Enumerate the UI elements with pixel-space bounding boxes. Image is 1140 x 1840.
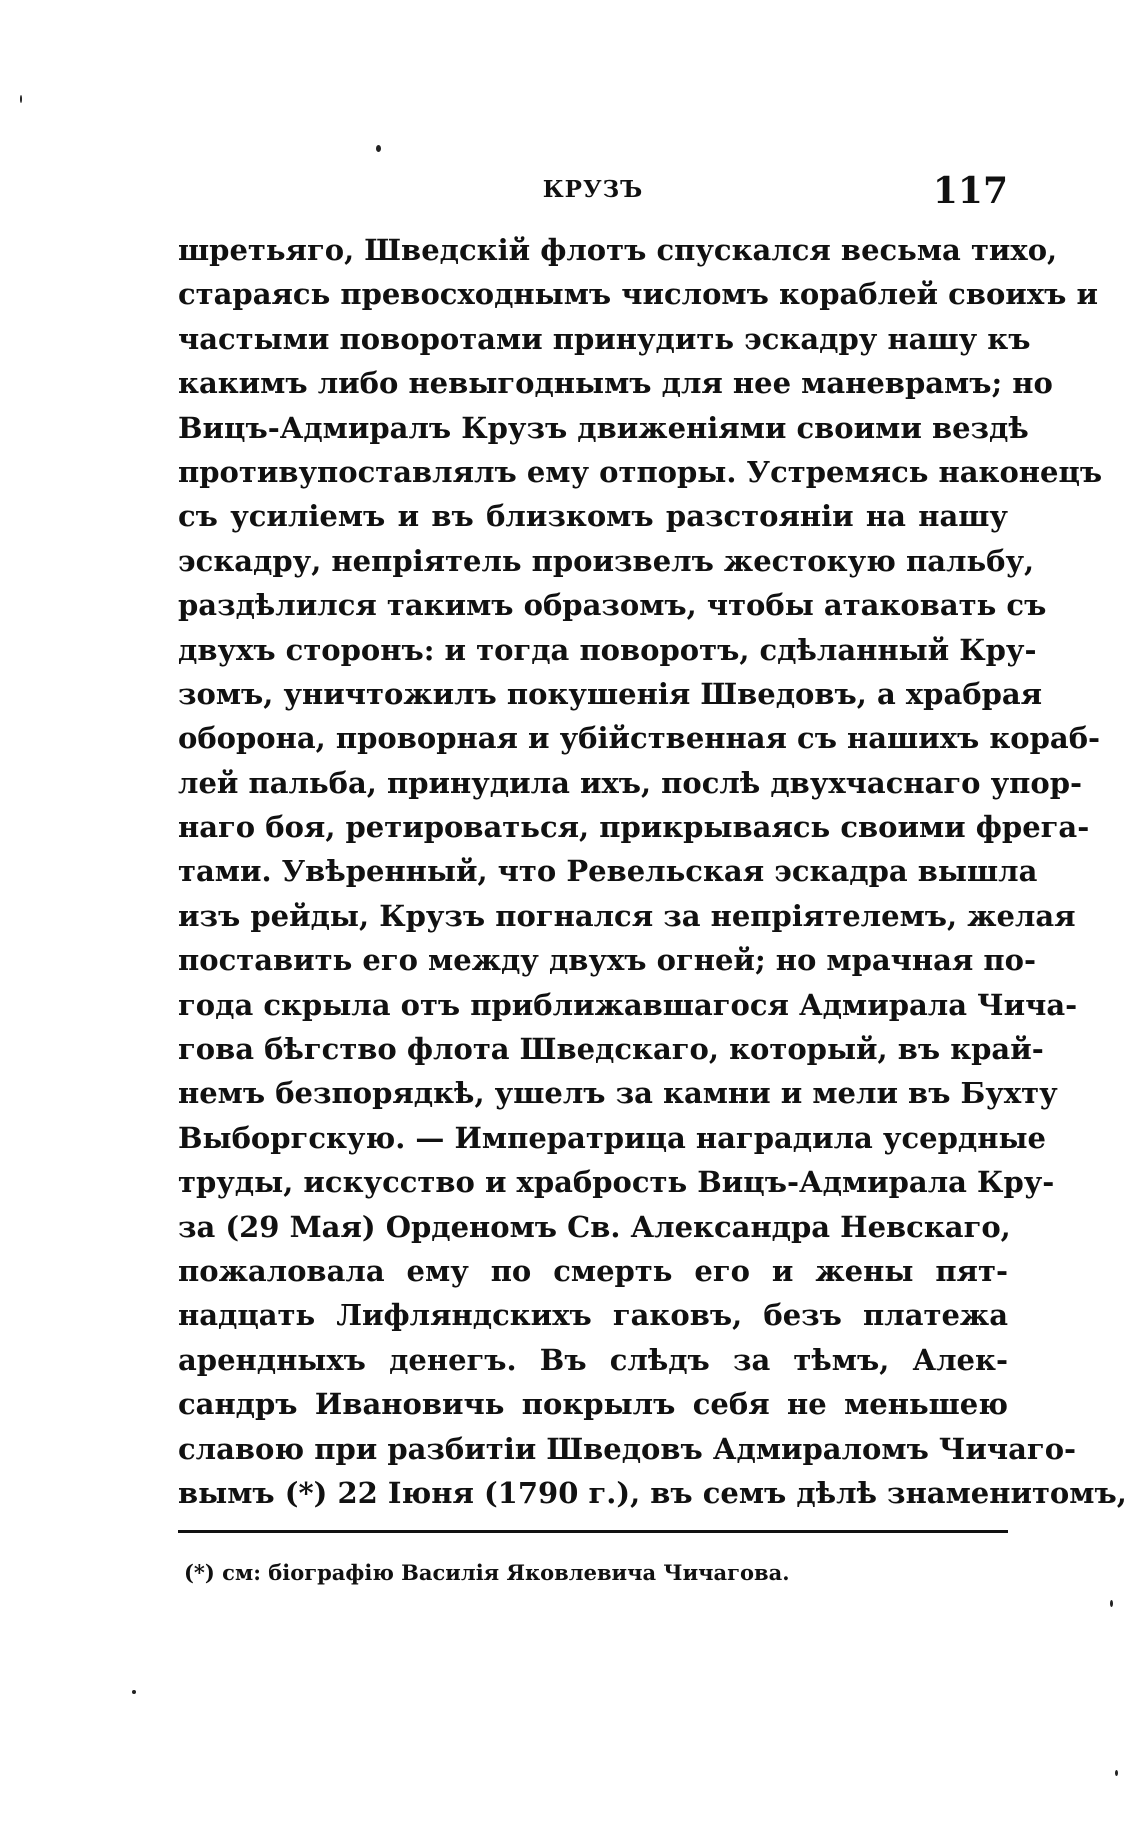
- text-line: оборона, проворная и убійственная съ нашихъ кораб-: [178, 721, 1101, 756]
- text-line: года скрыла отъ приближавшагося Адмирала Чича-: [178, 987, 1078, 1022]
- page-number: 117: [932, 170, 1008, 212]
- print-speck: [1110, 1600, 1113, 1607]
- text-line: раздѣлился такимъ образомъ, чтобы атаковать съ: [178, 588, 1047, 623]
- text-line: съ усиліемъ и въ близкомъ разстояніи на нашу: [178, 499, 1008, 534]
- text-line: наго боя, ретироваться, прикрываясь своими фрега-: [178, 810, 1090, 845]
- text-line: эскадру, непріятель произвелъ жестокую пальбу,: [178, 543, 1035, 578]
- body-text: [178, 228, 1127, 1515]
- footnote: (*) см: біографію Василія Яковлевича Чичагова.: [184, 1560, 790, 1585]
- text-line: лей пальба, принудила ихъ, послѣ двухчаснаго упор-: [178, 765, 1083, 800]
- page-header: [178, 170, 1008, 218]
- text-line: зомъ, уничтожилъ покушенія Шведовъ, а храбрая: [178, 676, 1043, 711]
- text-line: немъ безпорядкѣ, ушелъ за камни и мели въ Бухту: [178, 1076, 1058, 1111]
- text-line: противупоставлялъ ему отпоры. Устремясь наконецъ: [178, 454, 1103, 489]
- print-speck: [1115, 1770, 1118, 1776]
- text-line: какимъ либо невыгоднымъ для нее маневрамъ; но: [178, 366, 1053, 401]
- text-line: Вицъ-Адмиралъ Крузъ движеніями своими вездѣ: [178, 410, 1029, 445]
- text-line: изъ рейды, Крузъ погнался за непріятелемъ, желая: [178, 898, 1076, 933]
- text-line: тами. Увѣренный, что Ревельская эскадра вышла: [178, 854, 1038, 889]
- footnote-rule: [178, 1530, 1008, 1533]
- text-line: шретьяго, Шведскій флотъ спускался весьма тихо,: [178, 233, 1058, 267]
- text-line: труды, искусство и храбрость Вицъ-Адмирала Кру-: [178, 1165, 1055, 1200]
- text-line: поставить его между двухъ огней; но мрачная по-: [178, 943, 1037, 978]
- text-line: надцать Лифляндскихъ гаковъ, безъ платежа: [178, 1298, 1008, 1333]
- print-speck: [20, 95, 22, 103]
- print-speck: [132, 1690, 136, 1694]
- text-line: гова бѣгство флота Шведскаго, который, въ край-: [178, 1032, 1044, 1067]
- text-line: арендныхъ денегъ. Въ слѣдъ за тѣмъ, Алек-: [178, 1342, 1008, 1377]
- text-line: славою при разбитіи Шведовъ Адмираломъ Чичаго-: [178, 1431, 1077, 1466]
- text-line: пожаловала ему по смерть его и жены пят-: [178, 1253, 1008, 1288]
- text-line: за (29 Мая) Орденомъ Св. Александра Невскаго,: [178, 1209, 1011, 1244]
- text-line: вымъ (*) 22 Іюня (1790 г.), въ семъ дѣлѣ знаменитомъ,: [178, 1475, 1127, 1510]
- text-line: двухъ сторонъ: и тогда поворотъ, сдѣланный Кру-: [178, 632, 1037, 667]
- print-speck: [376, 145, 381, 152]
- text-line: стараясь превосходнымъ числомъ кораблей своихъ и: [178, 277, 1098, 312]
- text-line: Выборгскую. — Императрица наградила усердные: [178, 1120, 1046, 1155]
- text-line: сандръ Ивановичь покрылъ себя не меньшею: [178, 1387, 1008, 1422]
- text-line: частыми поворотами принудить эскадру нашу къ: [178, 321, 1031, 356]
- running-head: КРУЗЪ: [542, 176, 644, 203]
